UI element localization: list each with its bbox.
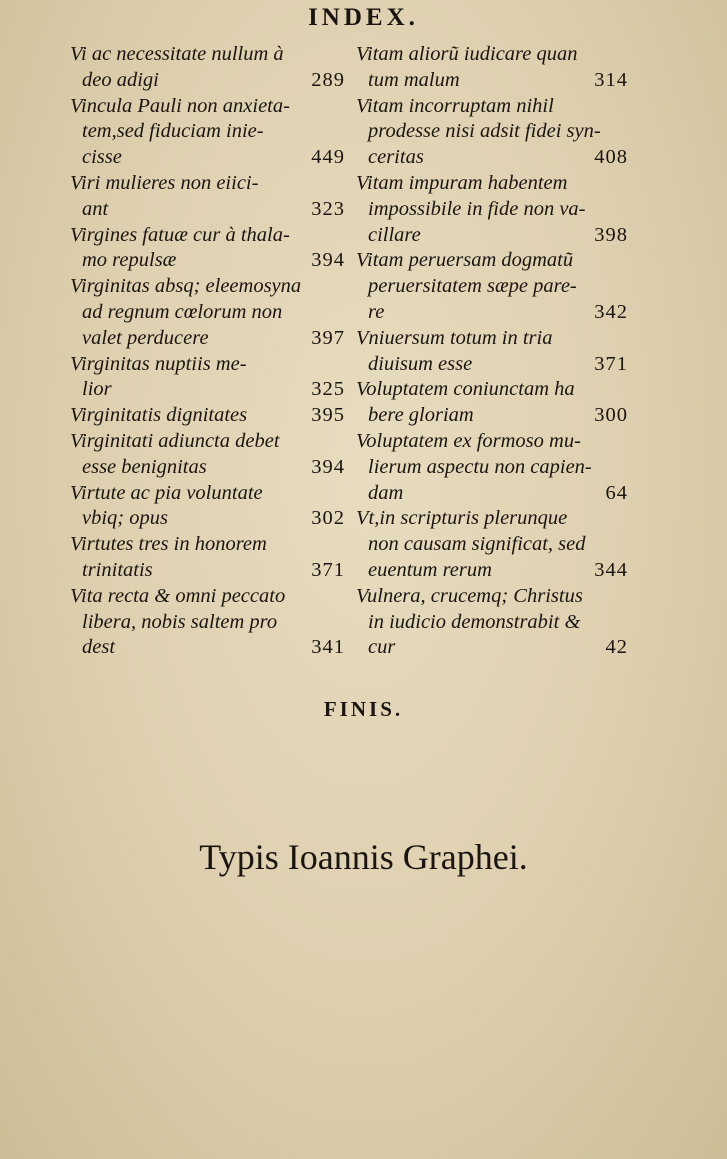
index-entry-text: in iudicio demonstrabit & [368,610,581,633]
index-entry-text: Vitam aliorũ iudicare quan [356,43,578,65]
index-entry-text: trinitatis [82,558,153,581]
index-entry-text: impossibile in fide non va- [368,197,586,220]
index-entry-text: Vulnera, crucemq; Christus [356,584,583,607]
index-entry-text: Vi ac necessitate nullum à [70,43,284,65]
index-entry-page-number: 314 [594,68,628,91]
index-entry-page-number: 323 [311,197,345,220]
index-entry-text: tem,sed fiduciam inie- [82,120,264,143]
index-entry-text: Voluptatem coniunctam ha [356,378,575,401]
index-entry-text: Virtute ac pia voluntate [70,481,263,504]
index-entry-text: non causam significat, sed [368,533,586,556]
index-column-left [70,42,345,661]
index-entry-text: Vitam incorruptam nihil [356,94,554,117]
index-entry [356,429,628,506]
page-header: INDEX. [308,4,419,31]
index-entry-page-number: 342 [594,300,628,323]
index-entry-text: valet perducere [82,326,209,349]
index-entry-page-number: 325 [311,378,345,401]
index-entry-page-number: 300 [594,404,628,427]
index-entry-text: peruersitatem sæpe pare- [368,275,577,298]
index-entry [70,584,345,661]
index-entry-text: dest [82,636,116,659]
index-entry-text: Viri mulieres non eiici- [70,171,259,194]
index-entry [356,326,628,378]
index-entry-text: Virtutes tres in honorem [70,533,267,556]
index-entry-text: cisse [82,146,122,169]
index-entry-text: vbiq; opus [82,507,168,530]
index-entry-page-number: 397 [311,326,345,349]
index-entry [356,377,628,429]
index-entry-text: Vita recta & omni peccato [70,584,286,607]
index-entry [356,584,628,661]
index-entry-text: euentum rerum [368,558,492,581]
index-entry-page-number: 344 [594,558,628,581]
index-entry [70,532,345,584]
index-entry-page-number: 371 [594,352,628,375]
index-entry-text: diuisum esse [368,352,473,375]
index-entry-text: Virginitas absq; eleemosyna [70,275,302,298]
index-entry-page-number: 398 [594,223,628,246]
index-entry-text: lierum aspectu non capien- [368,455,592,478]
index-entry-text: deo adigi [82,68,159,91]
index-entry-page-number: 395 [311,404,345,427]
index-entry-page-number: 42 [605,636,628,659]
index-entry-text: Vt,in scripturis plerunque [356,507,568,530]
index-entry-page-number: 394 [311,249,345,272]
index-entry-text: Vincula Pauli non anxieta- [70,94,290,117]
index-entry [356,506,628,583]
index-entry-text: Vitam impuram habentem [356,171,568,194]
index-column-right [356,42,628,661]
index-entry [70,94,345,171]
index-entry [70,352,345,404]
index-entry-page-number: 394 [311,455,345,478]
index-entry-text: lior [82,378,112,401]
index-entry [70,481,345,533]
finis-label: FINIS. [323,697,404,721]
index-entry-text: mo repulsæ [82,249,177,272]
index-entry [356,248,628,325]
printer-imprint: Typis Ioannis Graphei. [199,837,528,877]
index-entry-text: Virginitas nuptiis me- [70,352,247,375]
index-entry [70,223,345,275]
index-entry [356,94,628,171]
index-entry-text: bere gloriam [368,404,474,427]
index-entry-text: re [368,300,385,323]
index-entry-text: prodesse nisi adsit fidei syn- [368,120,601,143]
index-entry-page-number: 64 [605,481,628,504]
index-entry-text: libera, nobis saltem pro [82,610,278,633]
index-entry-text: ceritas [368,146,424,169]
index-entry-page-number: 449 [311,146,345,169]
index-entry-text: Vitam peruersam dogmatũ [356,249,574,272]
index-entry-text: cur [368,636,396,659]
index-entry-page-number: 371 [311,558,345,581]
index-entry-text: Virginitati adiuncta debet [70,429,280,452]
index-entry-text: Voluptatem ex formoso mu- [356,429,581,452]
index-entry-text: ad regnum cœlorum non [82,300,283,323]
index-entry-text: Virginitatis dignitates [70,404,248,427]
index-entry-text: Virgines fatuæ cur à thala- [70,223,290,246]
index-entry-text: dam [368,481,404,504]
index-entry-text: cillare [368,223,421,246]
index-entry-text: tum malum [368,68,460,91]
index-entry-text: Vniuersum totum in tria [356,326,553,349]
index-entry [70,42,345,94]
index-entry [70,429,345,481]
index-entry [70,403,345,429]
index-entry-page-number: 408 [594,146,628,169]
index-entry [70,274,345,351]
index-entry-page-number: 341 [311,636,345,659]
index-entry-text: esse benignitas [82,455,207,478]
index-entry [356,171,628,248]
index-entry-page-number: 289 [311,68,345,91]
index-entry [70,171,345,223]
index-entry [356,42,628,94]
index-entry-text: ant [82,197,109,220]
index-entry-page-number: 302 [311,507,345,530]
